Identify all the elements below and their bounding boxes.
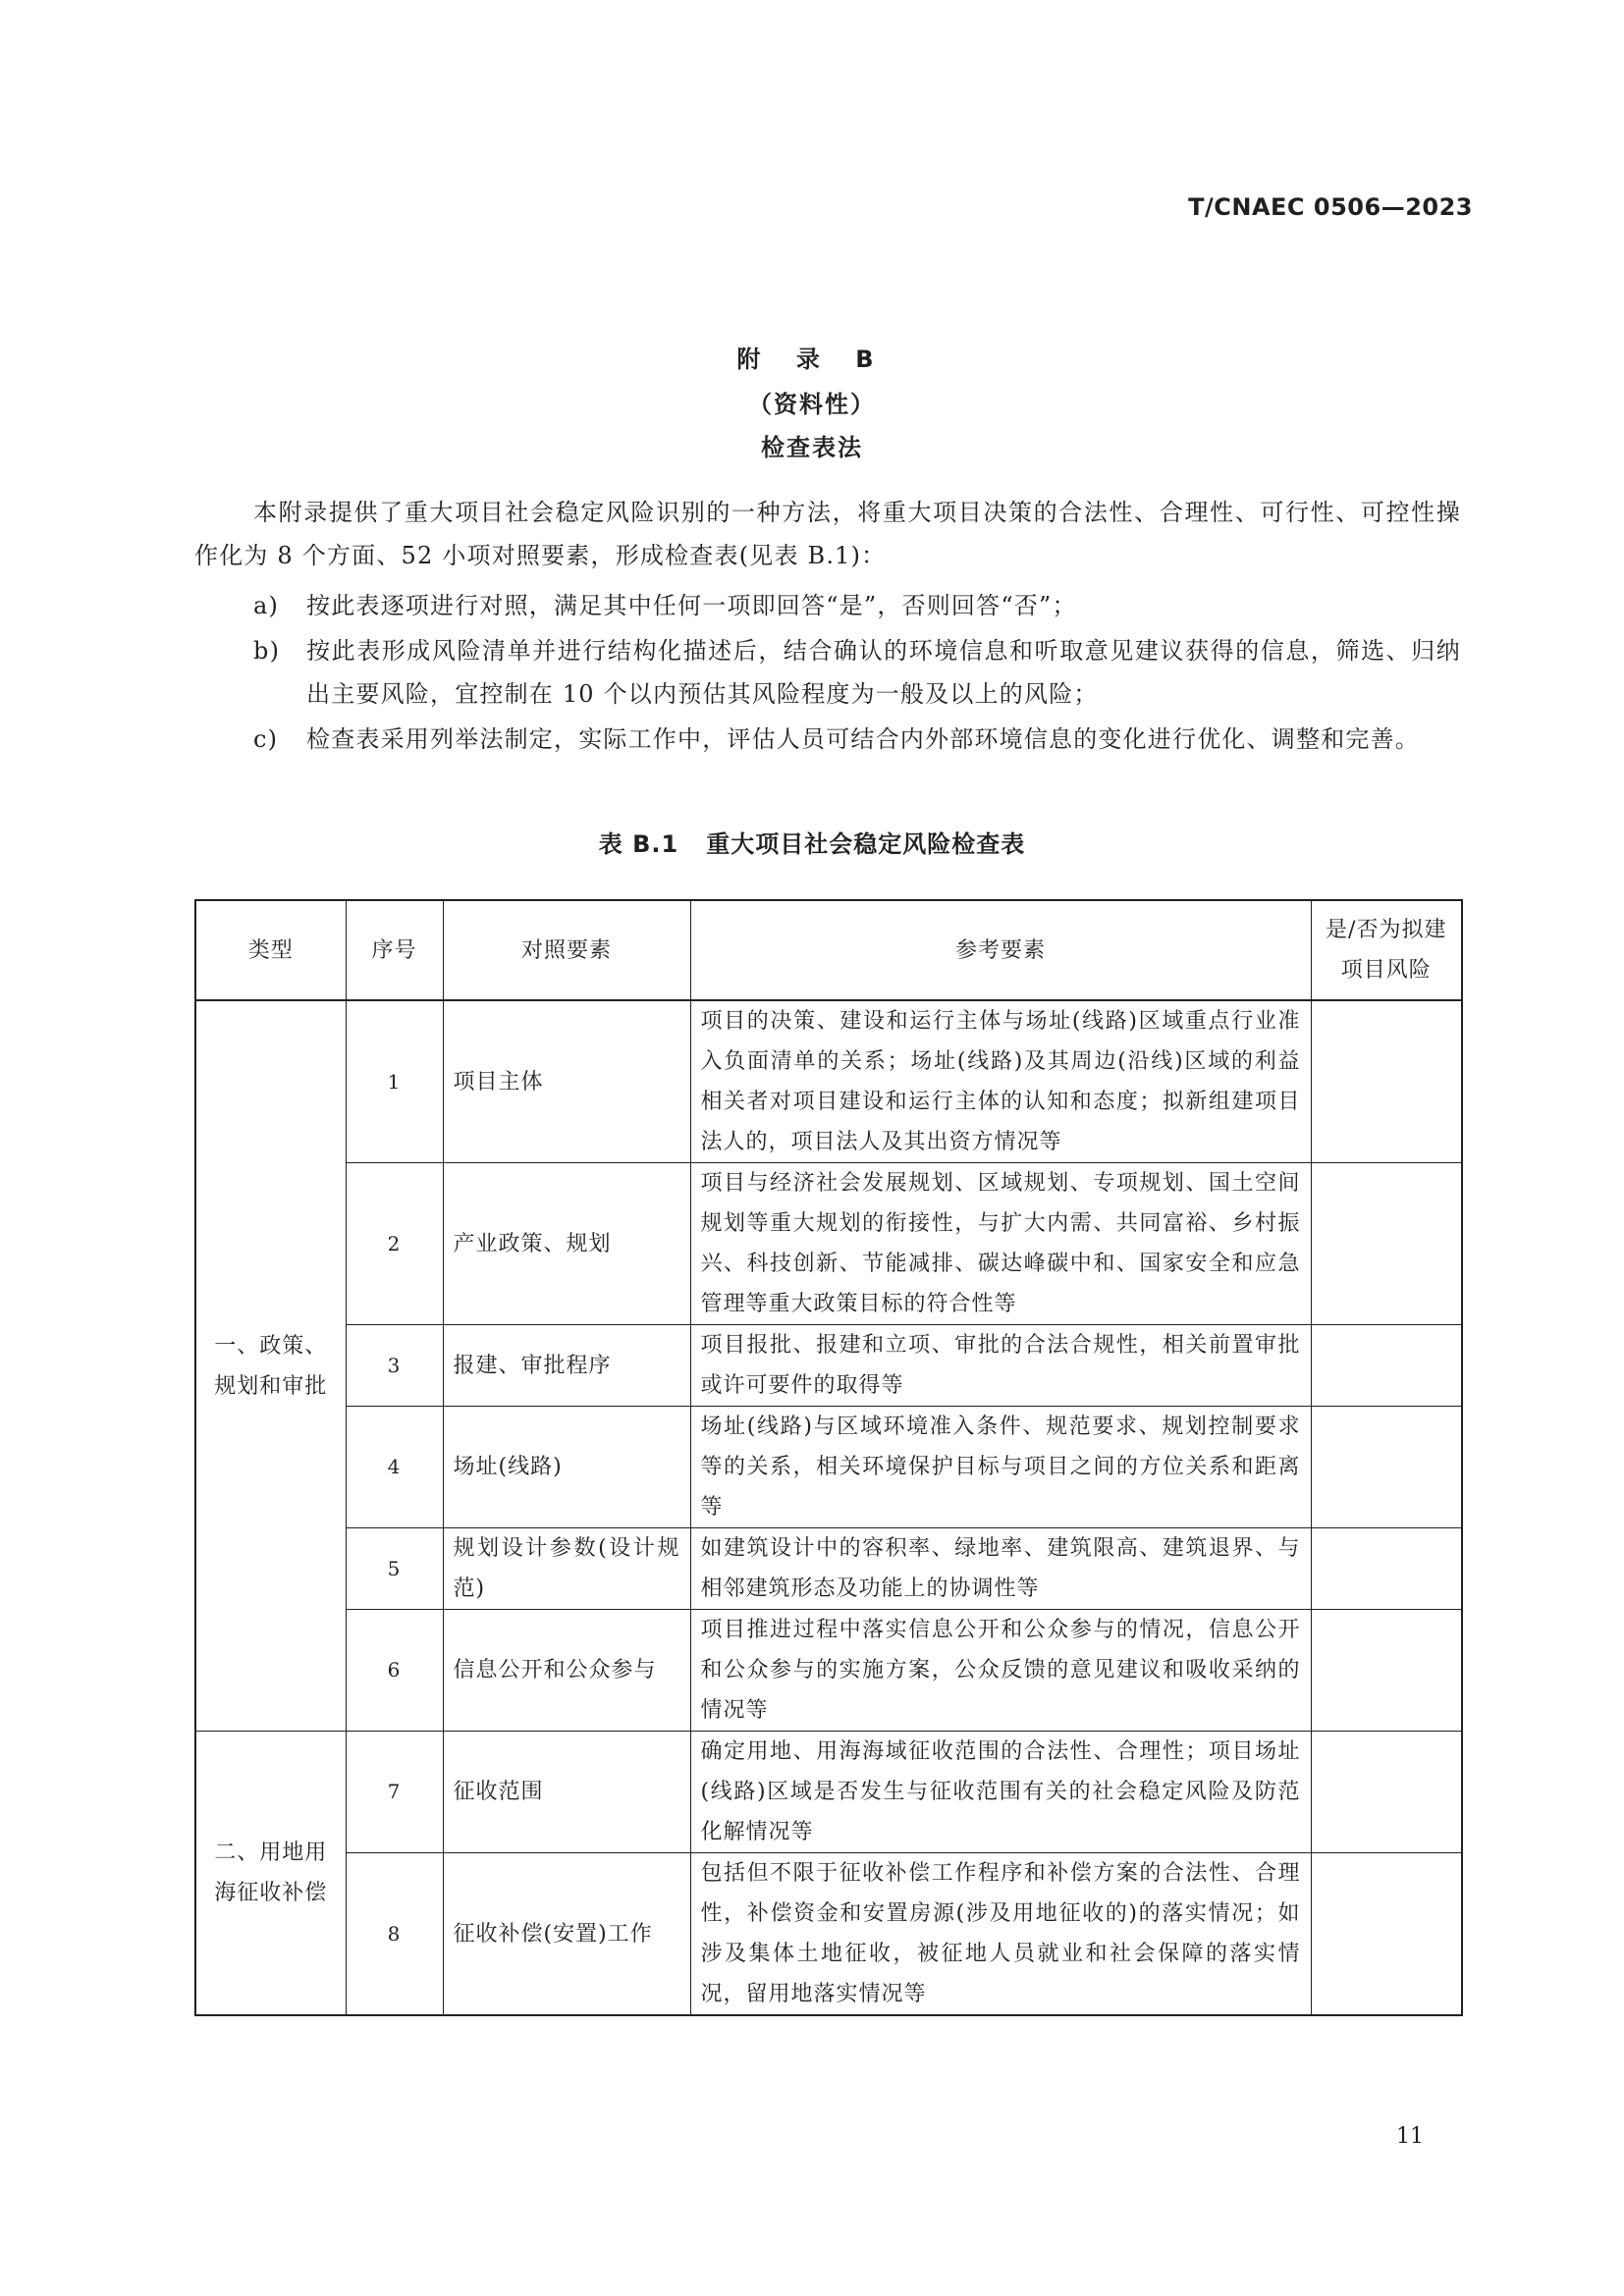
header-item: 对照要素 — [443, 900, 690, 1000]
item-cell: 规划设计参数(设计规范) — [443, 1528, 690, 1610]
seq-cell: 6 — [346, 1610, 443, 1732]
reference-cell: 项目的决策、建设和运行主体与场址(线路)区域重点行业准入负面清单的关系；场址(线路)及其周边(沿线)区域的利益相关者对项目建设和运行主体的认知和态度；拟新组建项目法人的，项目法人及其出资方情况等 — [690, 1000, 1311, 1163]
risk-answer-cell[interactable] — [1311, 1163, 1462, 1325]
table-row — [195, 1325, 1462, 1407]
header-type: 类型 — [195, 900, 346, 1000]
reference-cell: 确定用地、用海海域征收范围的合法性、合理性；项目场址(线路)区域是否发生与征收范围有关的社会稳定风险及防范化解情况等 — [690, 1732, 1311, 1853]
category-cell: 二、用地用海征收补偿 — [195, 1732, 346, 2016]
risk-answer-cell[interactable] — [1311, 1528, 1462, 1610]
seq-cell: 7 — [346, 1732, 443, 1853]
list-item-text: 检查表采用列举法制定，实际工作中，评估人员可结合内外部环境信息的变化进行优化、调整和完善。 — [306, 725, 1420, 753]
table-caption-title: 重大项目社会稳定风险检查表 — [706, 830, 1026, 858]
risk-answer-cell[interactable] — [1311, 1732, 1462, 1853]
list-item-mark: b) — [253, 637, 281, 665]
reference-cell: 包括但不限于征收补偿工作程序和补偿方案的合法性、合理性，补偿资金和安置房源(涉及用地征收的)的落实情况；如涉及集体土地征收，被征地人员就业和社会保障的落实情况，留用地落实情况等 — [690, 1853, 1311, 2016]
item-cell: 报建、审批程序 — [443, 1325, 690, 1407]
list-item-text: 按此表形成风险清单并进行结构化描述后，结合确认的环境信息和听取意见建议获得的信息，筛选、归纳出主要风险，宜控制在 10 个以内预估其风险程度为一般及以上的风险； — [306, 637, 1461, 708]
header-risk-yes-no: 是/否为拟建项目风险 — [1311, 900, 1462, 1000]
item-cell: 信息公开和公众参与 — [443, 1610, 690, 1732]
standard-code: T/CNAEC 0506—2023 — [1188, 193, 1473, 221]
appendix-nature: （资料性） — [748, 391, 876, 418]
appendix-label: 附 录 B — [736, 346, 888, 373]
item-cell: 征收补偿(安置)工作 — [443, 1853, 690, 2016]
reference-cell: 如建筑设计中的容积率、绿地率、建筑限高、建筑退界、与相邻建筑形态及功能上的协调性等 — [690, 1528, 1311, 1610]
table-row — [195, 1163, 1462, 1325]
risk-answer-cell[interactable] — [1311, 1853, 1462, 2016]
item-cell: 场址(线路) — [443, 1407, 690, 1528]
reference-cell: 项目报批、报建和立项、审批的合法合规性，相关前置审批或许可要件的取得等 — [690, 1325, 1311, 1407]
item-cell: 产业政策、规划 — [443, 1163, 690, 1325]
seq-cell: 8 — [346, 1853, 443, 2016]
list-item — [194, 629, 1461, 716]
list-item-mark: c) — [253, 725, 279, 753]
seq-cell: 1 — [346, 1000, 443, 1163]
instruction-list — [194, 584, 1461, 763]
table-header-row — [195, 900, 1462, 1000]
reference-cell: 项目与经济社会发展规划、区域规划、专项规划、国土空间规划等重大规划的衔接性，与扩大内需、共同富裕、乡村振兴、科技创新、节能减排、碳达峰碳中和、国家安全和应急管理等重大政策目标的符合性等 — [690, 1163, 1311, 1325]
table-row — [195, 1407, 1462, 1528]
table-row — [195, 1732, 1462, 1853]
intro-paragraph-block — [194, 491, 1461, 577]
seq-cell: 5 — [346, 1528, 443, 1610]
intro-paragraph: 本附录提供了重大项目社会稳定风险识别的一种方法，将重大项目决策的合法性、合理性、可行性、可控性操作化为 8 个方面、52 小项对照要素，形成检查表(见表 B.1)： — [194, 499, 1461, 569]
header-reference: 参考要素 — [690, 900, 1311, 1000]
list-item — [194, 718, 1461, 761]
risk-answer-cell[interactable] — [1311, 1407, 1462, 1528]
risk-check-table — [194, 899, 1463, 2016]
list-item-text: 按此表逐项进行对照，满足其中任何一项即回答“是”，否则回答“否”； — [306, 592, 1077, 619]
table-row — [195, 1853, 1462, 2016]
table-row — [195, 1000, 1462, 1163]
list-item-mark: a) — [253, 592, 280, 619]
reference-cell: 场址(线路)与区域环境准入条件、规范要求、规划控制要求等的关系，相关环境保护目标与项目之间的方位关系和距离等 — [690, 1407, 1311, 1528]
page-number: 11 — [1396, 2124, 1424, 2149]
category-cell: 一、政策、规划和审批 — [195, 1000, 346, 1732]
item-cell: 项目主体 — [443, 1000, 690, 1163]
table-caption-number: 表 B.1 — [598, 830, 679, 858]
seq-cell: 3 — [346, 1325, 443, 1407]
table-row — [195, 1528, 1462, 1610]
table-caption — [0, 825, 1624, 859]
item-cell: 征收范围 — [443, 1732, 690, 1853]
reference-cell: 项目推进过程中落实信息公开和公众参与的情况，信息公开和公众参与的实施方案，公众反馈的意见建议和吸收采纳的情况等 — [690, 1610, 1311, 1732]
list-item — [194, 584, 1461, 627]
risk-answer-cell[interactable] — [1311, 1325, 1462, 1407]
seq-cell: 2 — [346, 1163, 443, 1325]
table-row — [195, 1610, 1462, 1732]
risk-answer-cell[interactable] — [1311, 1610, 1462, 1732]
risk-answer-cell[interactable] — [1311, 1000, 1462, 1163]
seq-cell: 4 — [346, 1407, 443, 1528]
appendix-title: 检查表法 — [761, 434, 863, 461]
header-seq: 序号 — [346, 900, 443, 1000]
